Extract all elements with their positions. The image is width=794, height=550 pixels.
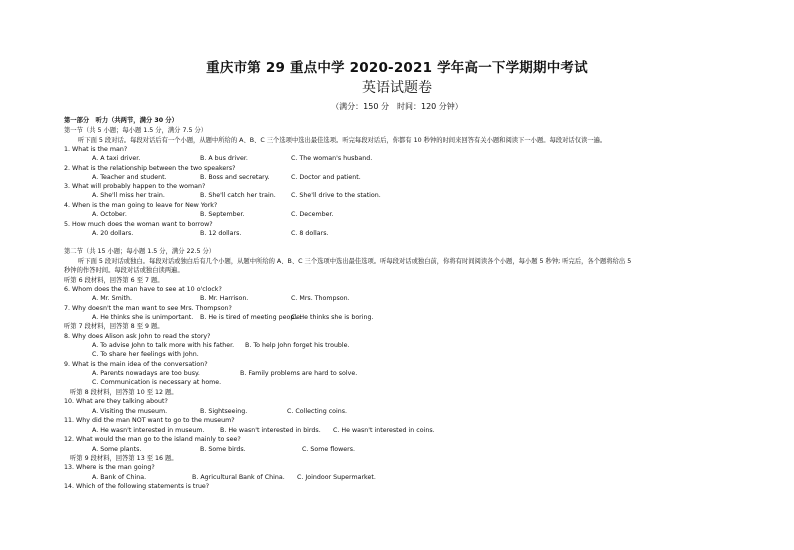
question-14: 14. Which of the following statements is true? [64, 483, 210, 490]
q10-option-b: B. Sightseeing. [200, 408, 248, 415]
group-7-instruction: 听第 7 段材料，回答第 8 至 9 题。 [64, 323, 164, 330]
q7-option-a: A. He thinks she is unimportant. [92, 314, 194, 321]
part1-heading: 第一部分 听力（共两节，满分 30 分） [64, 117, 178, 124]
question-1: 1. What is the man? [64, 146, 128, 153]
question-7: 7. Why doesn't the man want to see Mrs. Thompson? [64, 305, 232, 312]
q9-option-c: C. Communication is necessary at home. [92, 379, 222, 386]
q6-option-a: A. Mr. Smith. [92, 295, 132, 302]
question-3: 3. What will probably happen to the woman? [64, 183, 206, 190]
q13-option-c: C. Joindoor Supermarket. [297, 474, 376, 481]
q3-option-a: A. She'll miss her train. [92, 192, 165, 199]
exam-meta: （满分：150 分 时间：120 分钟） [331, 102, 463, 111]
question-4: 4. When is the man going to leave for New York? [64, 202, 218, 209]
q12-option-a: A. Some plants. [92, 446, 142, 453]
question-6: 6. Whom does the man have to see at 10 o'clock? [64, 286, 222, 293]
question-9: 9. What is the main idea of the conversation? [64, 361, 208, 368]
question-8: 8. Why does Alison ask John to read the story? [64, 333, 211, 340]
question-11: 11. Why did the man NOT want to go to the museum? [64, 417, 235, 424]
q3-option-c: C. She'll drive to the station. [291, 192, 381, 199]
q8-option-a: A. To advise John to talk more with his father. [92, 342, 235, 349]
q9-option-b: B. Family problems are hard to solve. [240, 370, 358, 377]
q9-option-a: A. Parents nowadays are too busy. [92, 370, 200, 377]
q11-option-a: A. He wasn't interested in museum. [92, 427, 205, 434]
q3-option-b: B. She'll catch her train. [200, 192, 276, 199]
exam-title: 重庆市第 29 重点中学 2020-2021 学年高一下学期期中考试 [206, 60, 588, 76]
question-5: 5. How much does the woman want to borrow? [64, 221, 213, 228]
q11-option-c: C. He wasn't interested in coins. [333, 427, 435, 434]
q5-option-a: A. 20 dollars. [92, 230, 134, 237]
q8-option-b: B. To help John forget his trouble. [245, 342, 350, 349]
q1-option-a: A. A taxi driver. [92, 155, 141, 162]
q13-option-a: A. Bank of China. [92, 474, 147, 481]
q5-option-b: B. 12 dollars. [200, 230, 242, 237]
q11-option-b: B. He wasn't interested in birds. [220, 427, 321, 434]
section2-heading: 第二节（共 15 小题；每小题 1.5 分，满分 22.5 分） [64, 248, 216, 255]
q2-option-b: B. Boss and secretary. [200, 174, 270, 181]
question-10: 10. What are they talking about? [64, 398, 168, 405]
q1-option-c: C. The woman's husband. [291, 155, 373, 162]
q1-option-b: B. A bus driver. [200, 155, 248, 162]
exam-subtitle: 英语试题卷 [362, 80, 432, 96]
group-9-instruction: 听第 9 段材料，回答第 13 至 16 题。 [70, 455, 178, 462]
q2-option-c: C. Doctor and patient. [291, 174, 361, 181]
section1-heading: 第一节（共 5 小题；每小题 1.5 分，满分 7.5 分） [64, 127, 208, 134]
q6-option-c: C. Mrs. Thompson. [291, 295, 350, 302]
q10-option-c: C. Collecting coins. [287, 408, 348, 415]
q7-option-b: B. He is tired of meeting people. [200, 314, 303, 321]
question-2: 2. What is the relationship between the two speakers? [64, 165, 236, 172]
q13-option-b: B. Agricultural Bank of China. [192, 474, 285, 481]
q10-option-a: A. Visiting the museum. [92, 408, 168, 415]
q12-option-b: B. Some birds. [200, 446, 246, 453]
section1-instructions: 听下面 5 段对话。每段对话后有一个小题，从题中所给的 A、B、C 三个选项中选出最佳选项。听完每段对话后，你都有 10 秒钟的时间来回答有关小题和阅读下一小题。每段对话仅读一遍。 [78, 137, 607, 144]
section2-instructions-1: 听下面 5 段对话或独白。每段对话或独白后有几个小题，从题中所给的 A、B、C 三个选项中选出最佳选项。听每段对话或独白前，你将有时间阅读各个小题，每小题 5 秒钟; 听完后，各个题将给出 5 [78, 258, 632, 265]
q12-option-c: C. Some flowers. [302, 446, 355, 453]
q7-option-c: C. He thinks she is boring. [291, 314, 374, 321]
group-8-instruction: 听第 8 段材料，回答第 10 至 12 题。 [70, 389, 178, 396]
q4-option-b: B. September. [200, 211, 245, 218]
q8-option-c: C. To share her feelings with John. [92, 351, 199, 358]
q4-option-a: A. October. [92, 211, 127, 218]
q5-option-c: C. 8 dollars. [291, 230, 329, 237]
section2-instructions-2: 秒钟的作答时间。每段对话或独白读两遍。 [64, 267, 184, 274]
q6-option-b: B. Mr. Harrison. [200, 295, 249, 302]
question-13: 13. Where is the man going? [64, 464, 155, 471]
question-12: 12. What would the man go to the island mainly to see? [64, 436, 241, 443]
q2-option-a: A. Teacher and student. [92, 174, 167, 181]
q4-option-c: C. December. [291, 211, 334, 218]
group-6-instruction: 听第 6 段材料，回答第 6 至 7 题。 [64, 277, 164, 284]
